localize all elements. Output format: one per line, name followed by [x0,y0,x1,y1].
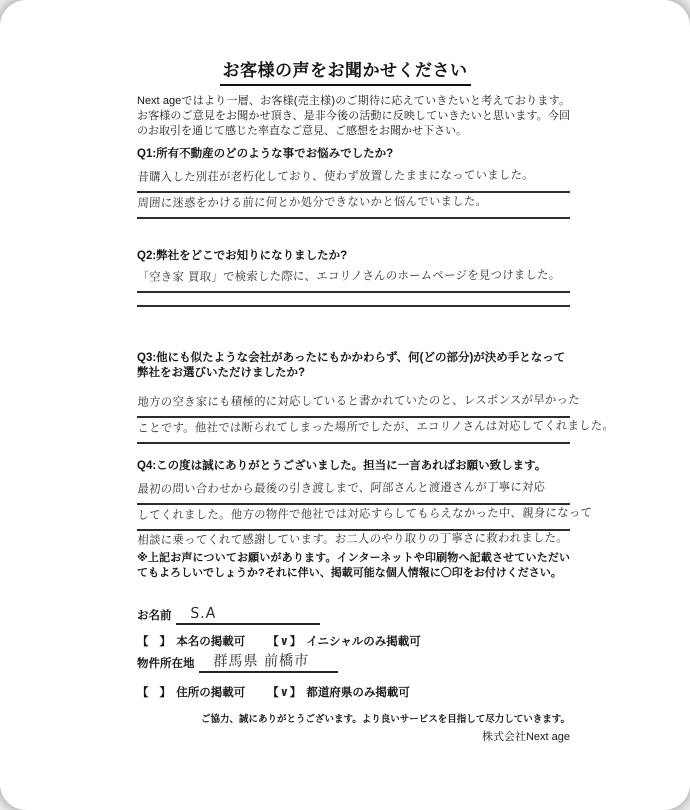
name-underline [176,604,320,625]
location-value: 群馬県 前橋市 [212,651,310,670]
checkbox-bracket: 【 [137,636,149,648]
option-real-name-ok [137,633,245,649]
publish-note: ※上記お声についてお願いがあります。インターネットや印刷物へ記載させていただいてもよろしいでしょうか?それに伴い、掲載可能な個人情報に〇印をお付けください。 [137,552,570,579]
form-title-wrap [0,56,690,86]
handwritten-text: ことです。他社では断られてしまった場所でしたが、エコリノさんは対応してくれました。 [137,418,615,436]
checkmark-icon: ∨ [279,684,290,699]
form-title: お客様の声をお聞かせください [220,56,471,86]
location-underline [199,652,338,673]
question-1-answer [137,167,570,219]
checkbox-bracket: 】 [289,636,302,648]
answer-line [137,267,570,293]
location-options-row [137,684,570,700]
option-label: 本名の掲載可 [176,636,246,648]
location-field-row [137,652,570,673]
intro-text: Next ageではより一層、お客様(売主様)のご期待に応えていきたいと考えております。お客様のご意見をお聞かせ頂き、是非今後の活動に反映していきたいと思います。今回のお取引を通じて感じた率直なご意見、ご感想をお聞かせ下さい。 [137,95,570,137]
option-address-ok [137,684,245,700]
checkmark-icon: ∨ [279,633,290,648]
name-options-row [137,633,570,649]
option-label: 住所の掲載可 [176,687,246,699]
option-prefecture-only [267,684,410,700]
question-1-label: Q1:所有不動産のどのような事でお悩みでしたか? [137,148,394,160]
option-label: イニシャルのみ掲載可 [306,636,421,648]
footer [137,711,570,744]
footer-thanks-text: ご協力、誠にありがとうございます。より良いサービスを目指して尽力していきます。 [201,714,570,725]
name-label: お名前 [137,610,172,622]
option-label: 都道府県のみ掲載可 [306,687,410,699]
checkbox-bracket: 】 [159,636,171,648]
name-value: S.A [189,603,217,622]
company-name: 株式会社Next age [481,731,570,743]
question-2-label: Q2:弊社をどこでお知りになりましたか? [137,250,348,262]
location-label: 物件所在地 [137,658,195,670]
question-4-label: Q4:この度は誠にありがとうございました。担当に一言あればお願い致します。 [137,460,547,472]
checkbox-bracket: 【 [267,636,279,648]
question-2-answer [137,267,570,307]
checkbox-bracket: 】 [159,687,171,699]
handwritten-text: してくれました。他方の物件で他社では対応すらしてもらえなかった中、親身になって [137,505,593,523]
handwritten-text: 周囲に迷惑をかける前に何とか処分できないかと悩んでいました。 [137,194,488,211]
checkbox-bracket: 【 [267,687,279,699]
handwritten-text: 昔購入した別荘が老朽化しており、使わず放置したままになっていました。 [137,167,535,185]
handwritten-text: 相談に乗ってくれて感謝しています。お二人のやり取りの丁寧さに救われました。 [137,530,569,548]
name-field-row [137,604,570,625]
checkbox-bracket: 【 [137,687,149,699]
question-3-label: Q3:他にも似たような会社があったにもかかわらず、何(どの部分)が決め手となって弊社をお選びいただけましたか? [137,352,566,379]
answer-line [137,418,615,444]
handwritten-text: 「空き家 買取」で検索した際に、エコリノさんのホームページを見つけました。 [137,267,561,285]
answer-line [137,531,570,553]
blank-answer-line [137,293,570,307]
question-3-answer [137,392,615,444]
question-4-answer [137,479,593,553]
handwritten-text: 地方の空き家にも積極的に対応していると書かれていたのと、レスポンスが早かった [137,392,581,410]
option-initials-only [267,633,421,649]
handwritten-text: 最初の問い合わせから最後の引き渡しまで、阿部さんと渡邉さんが丁寧に対応 [137,479,546,497]
checkbox-bracket: 】 [289,687,302,699]
answer-line [137,193,570,219]
